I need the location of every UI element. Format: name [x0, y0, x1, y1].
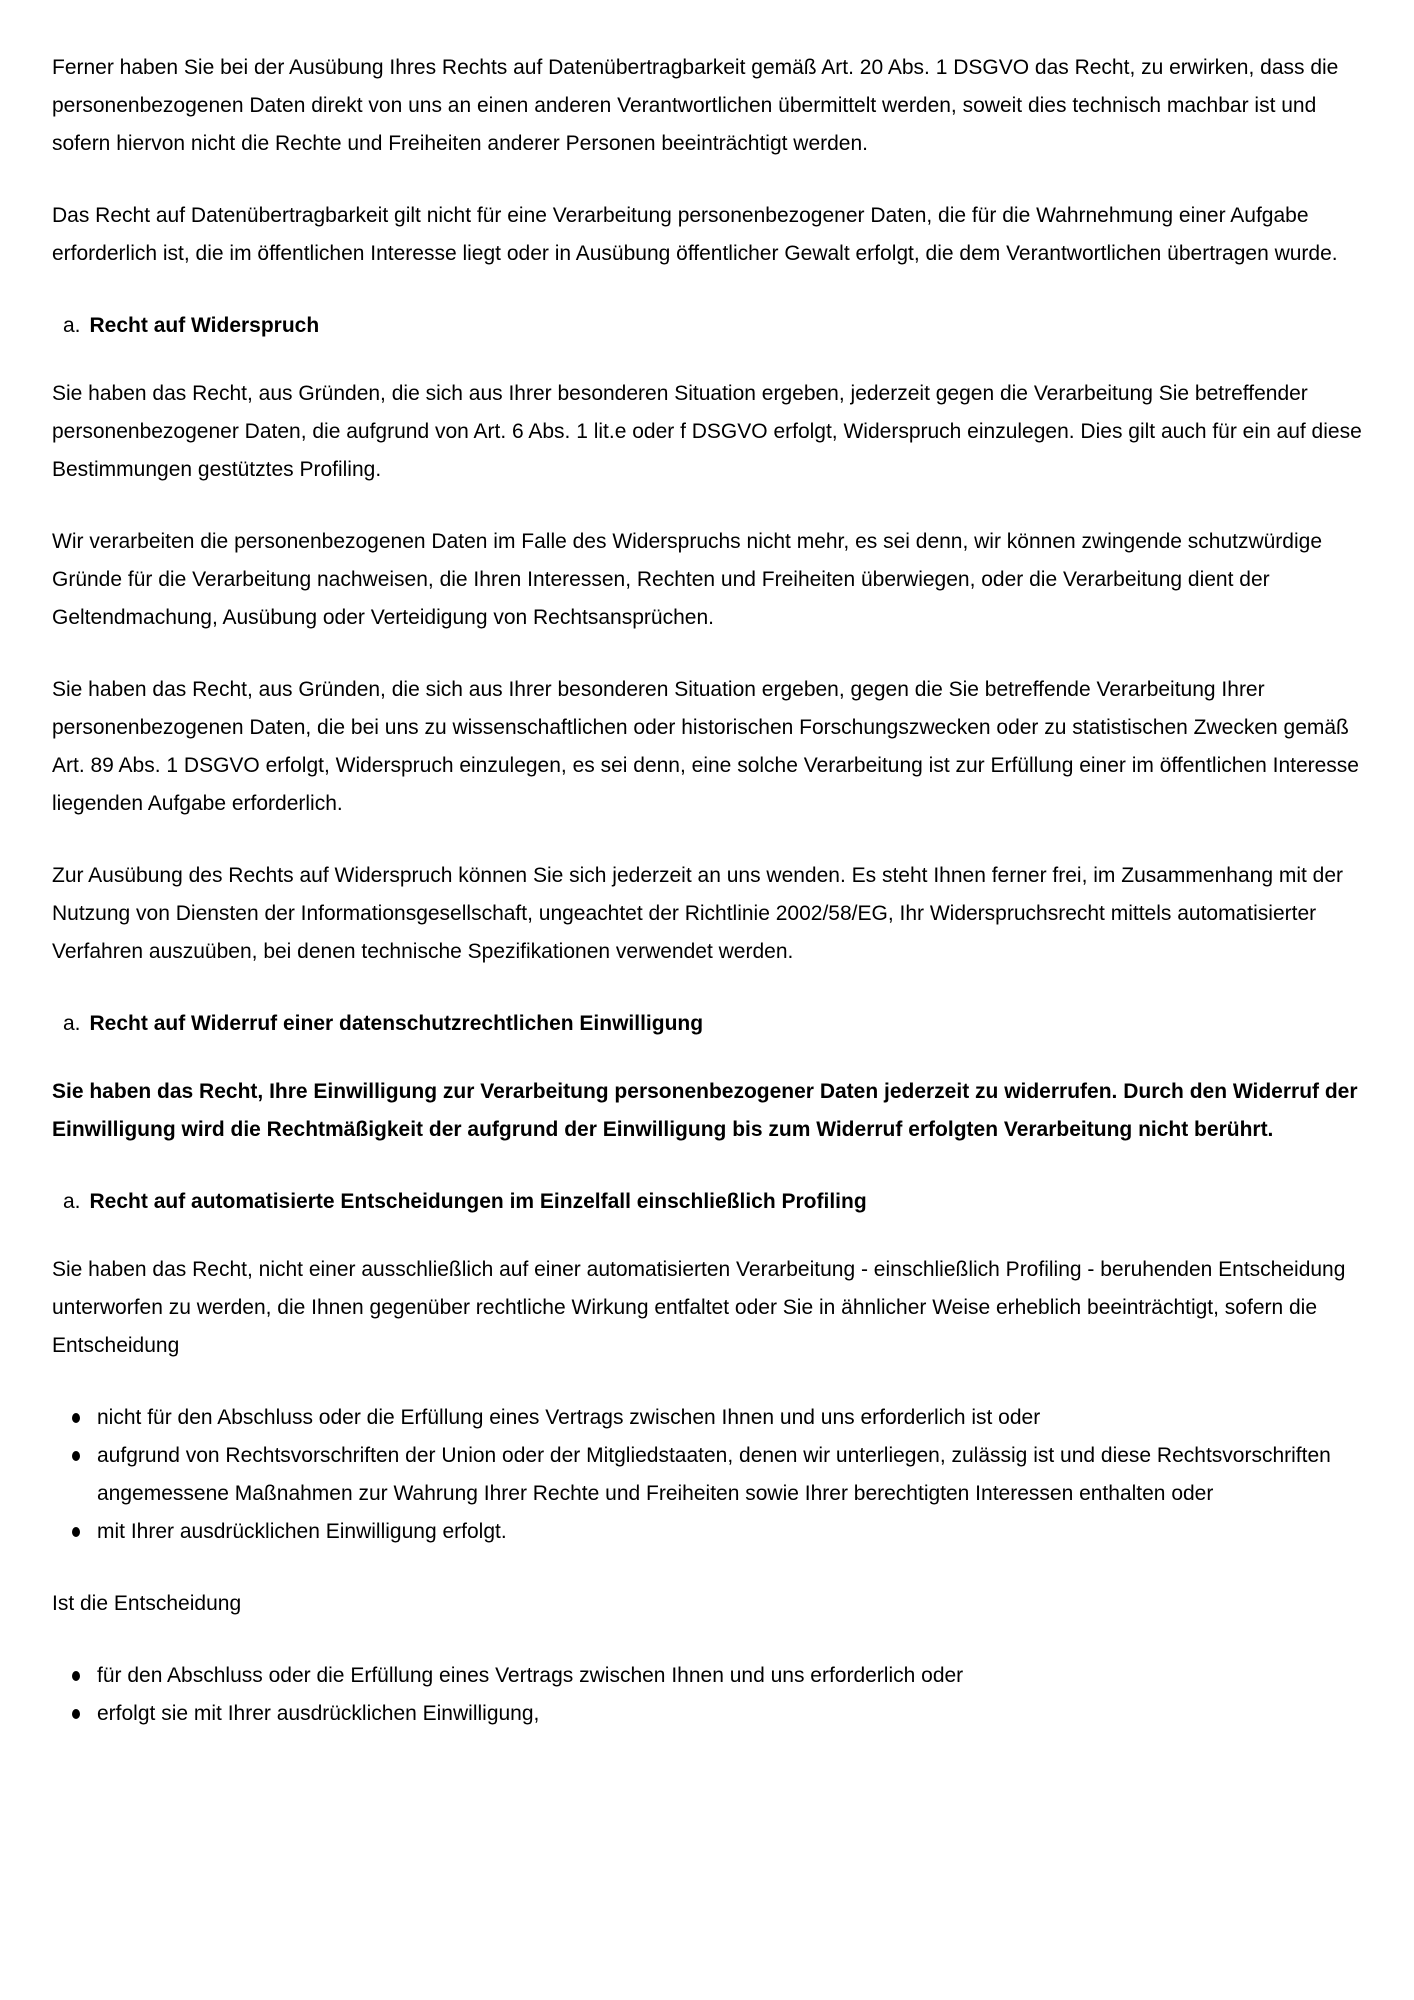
bullet-icon	[72, 1527, 80, 1537]
paragraph: Ferner haben Sie bei der Ausübung Ihres Rechts auf Datenübertragbarkeit gemäß Art. 20 Abs. 1 DSGVO das Recht, zu erwirken, dass die personenbezogenen Daten direkt von uns an einen anderen Verantwortlichen übermittelt werden, soweit dies technisch machbar ist und sofern hiervon nicht die Rechte und Freiheiten anderer Personen beeinträchtigt werden.	[52, 56, 1339, 155]
list-item	[52, 1657, 1362, 1695]
heading-text: Recht auf Widerspruch	[89, 314, 320, 337]
bullet-icon	[72, 1709, 80, 1719]
list-item-text: mit Ihrer ausdrücklichen Einwilligung erfolgt.	[97, 1520, 507, 1543]
section-heading	[52, 307, 1362, 345]
list-item	[52, 1695, 1362, 1733]
list-item-text: für den Abschluss oder die Erfüllung eines Vertrags zwischen Ihnen und uns erforderlich oder	[97, 1664, 964, 1687]
list-item-text: nicht für den Abschluss oder die Erfüllung eines Vertrags zwischen Ihnen und uns erforderlich ist oder	[97, 1406, 1041, 1429]
bullet-list	[52, 1657, 1362, 1733]
heading-list-marker: a.	[63, 1190, 81, 1213]
bold-paragraph: Sie haben das Recht, Ihre Einwilligung zur Verarbeitung personenbezogener Daten jederzeit zu widerrufen. Durch den Widerruf der Einwilligung wird die Rechtmäßigkeit der aufgrund der Einwilligung bis zum Widerruf erfolgten Verarbeitung nicht berührt.	[52, 1080, 1358, 1141]
list-item-text: aufgrund von Rechtsvorschriften der Union oder der Mitgliedstaaten, denen wir unterliegen, zulässig ist und diese Rechtsvorschriften angemessene Maßnahmen zur Wahrung Ihrer Rechte und Freiheiten sowie Ihrer berechtigten Interessen enthalten oder	[97, 1444, 1331, 1505]
paragraph: Zur Ausübung des Rechts auf Widerspruch können Sie sich jederzeit an uns wenden. Es steht Ihnen ferner frei, im Zusammenhang mit der Nutzung von Diensten der Informationsgesellschaft, ungeachtet der Richtlinie 2002/58/EG, Ihr Widerspruchsrecht mittels automatisierter Verfahren auszuüben, bei denen technische Spezifikationen verwendet werden.	[52, 864, 1344, 963]
paragraph: Ist die Entscheidung	[52, 1592, 242, 1615]
heading-text: Recht auf Widerruf einer datenschutzrechtlichen Einwilligung	[89, 1012, 704, 1035]
bullet-icon	[72, 1451, 80, 1461]
heading-list-marker: a.	[63, 1012, 81, 1035]
list-item	[52, 1399, 1362, 1437]
paragraph: Wir verarbeiten die personenbezogenen Daten im Falle des Widerspruchs nicht mehr, es sei denn, wir können zwingende schutzwürdige Gründe für die Verarbeitung nachweisen, die Ihren Interessen, Rechten und Freiheiten überwiegen, oder die Verarbeitung dient der Geltendmachung, Ausübung oder Verteidigung von Rechtsansprüchen.	[52, 530, 1323, 629]
heading-text: Recht auf automatisierte Entscheidungen im Einzelfall einschließlich Profiling	[89, 1190, 867, 1213]
bullet-icon	[72, 1413, 80, 1423]
section-heading	[52, 1183, 1362, 1221]
bullet-icon	[72, 1671, 80, 1681]
list-item	[52, 1437, 1362, 1513]
paragraph: Das Recht auf Datenübertragbarkeit gilt nicht für eine Verarbeitung personenbezogener Daten, die für die Wahrnehmung einer Aufgabe erforderlich ist, die im öffentlichen Interesse liegt oder in Ausübung öffentlicher Gewalt erfolgt, die dem Verantwortlichen übertragen wurde.	[52, 204, 1338, 265]
paragraph: Sie haben das Recht, aus Gründen, die sich aus Ihrer besonderen Situation ergeben, gegen die Sie betreffende Verarbeitung Ihrer personenbezogenen Daten, die bei uns zu wissenschaftlichen oder historischen Forschungszwecken oder zu statistischen Zwecken gemäß Art. 89 Abs. 1 DSGVO erfolgt, Widerspruch einzulegen, es sei denn, eine solche Verarbeitung ist zur Erfüllung einer im öffentlichen Interesse liegenden Aufgabe erforderlich.	[52, 678, 1359, 815]
paragraph: Sie haben das Recht, nicht einer ausschließlich auf einer automatisierten Verarbeitung - einschließlich Profiling - beruhenden Entscheidung unterworfen zu werden, die Ihnen gegenüber rechtliche Wirkung entfaltet oder Sie in ähnlicher Weise erheblich beeinträchtigt, sofern die Entscheidung	[52, 1258, 1346, 1357]
list-item-text: erfolgt sie mit Ihrer ausdrücklichen Einwilligung,	[97, 1702, 540, 1725]
list-item	[52, 1513, 1362, 1551]
section-heading	[52, 1005, 1362, 1043]
bullet-list	[52, 1399, 1362, 1551]
paragraph: Sie haben das Recht, aus Gründen, die sich aus Ihrer besonderen Situation ergeben, jederzeit gegen die Verarbeitung Sie betreffender personenbezogener Daten, die aufgrund von Art. 6 Abs. 1 lit.e oder f DSGVO erfolgt, Widerspruch einzulegen. Dies gilt auch für ein auf diese Bestimmungen gestütztes Profiling.	[52, 382, 1362, 481]
heading-list-marker: a.	[63, 314, 81, 337]
